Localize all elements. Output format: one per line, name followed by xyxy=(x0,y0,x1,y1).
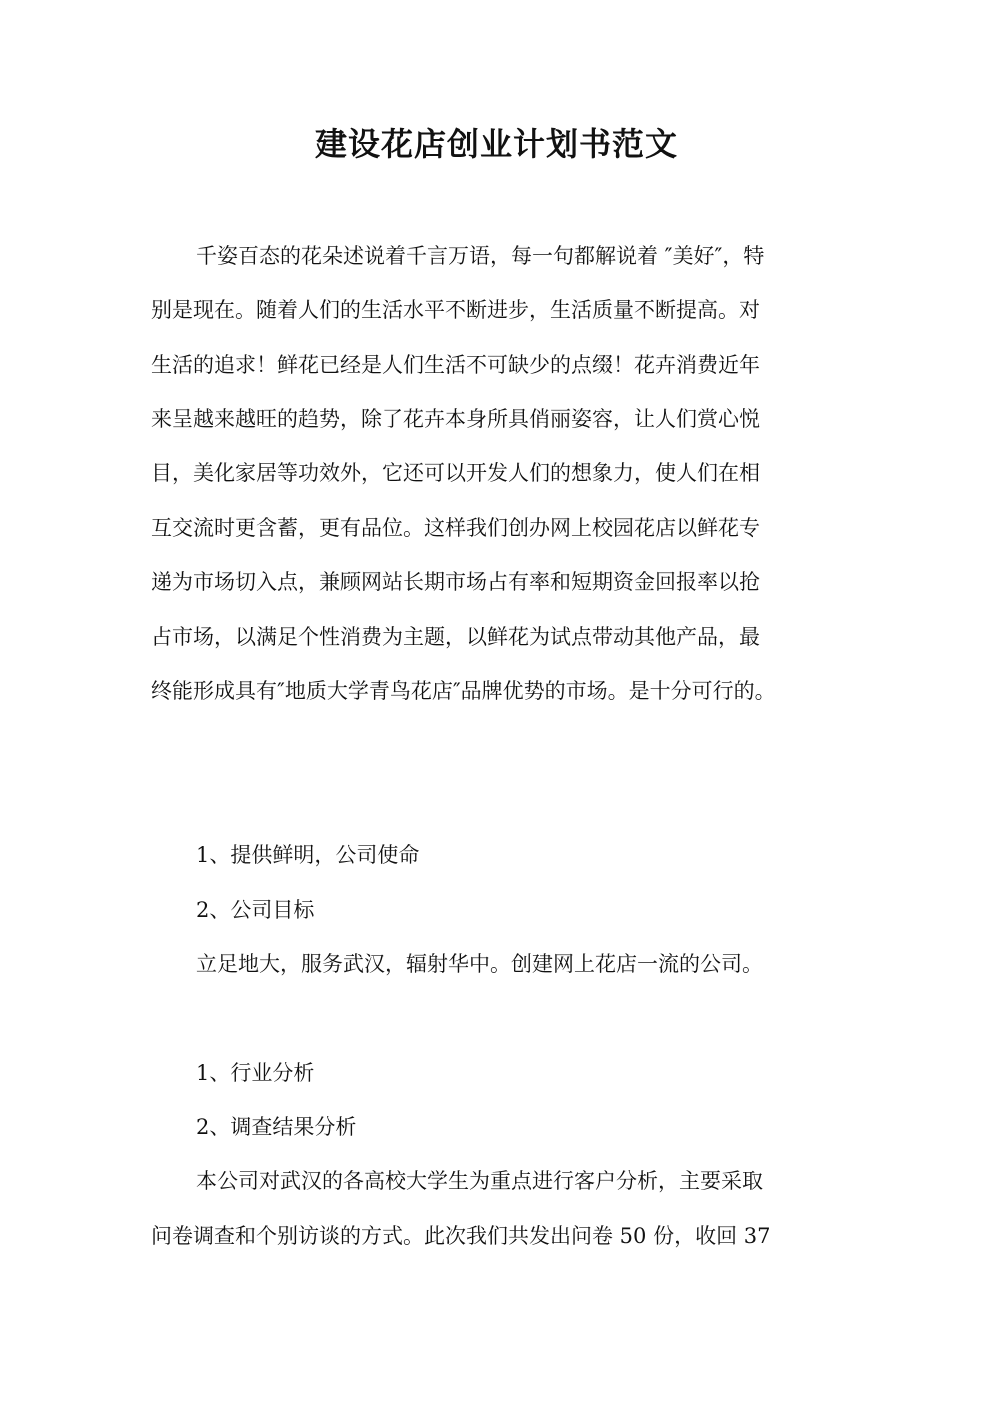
intro-line-1: 千姿百态的花朵述说着千言万语，每一句都解说着 ″美好″，特 xyxy=(196,244,765,268)
company-goal-text: 立足地大，服务武汉，辐射华中。创建网上花店一流的公司。 xyxy=(196,952,763,976)
intro-line-7: 递为市场切入点，兼顾网站长期市场占有率和短期资金回报率以抢 xyxy=(151,570,760,594)
intro-line-5: 目，美化家居等功效外，它还可以开发人们的想象力，使人们在相 xyxy=(151,461,760,485)
intro-line-8: 占市场，以满足个性消费为主题，以鲜花为试点带动其他产品，最 xyxy=(151,625,760,649)
intro-line-2: 别是现在。随着人们的生活水平不断进步，生活质量不断提高。对 xyxy=(151,298,760,322)
section2-item-2: 2、调查结果分析 xyxy=(196,1115,357,1139)
section2-item-1: 1、行业分析 xyxy=(196,1061,315,1085)
section1-item-1: 1、提供鲜明，公司使命 xyxy=(196,843,420,867)
intro-line-4: 来呈越来越旺的趋势，除了花卉本身所具俏丽姿容，让人们赏心悦 xyxy=(151,407,760,431)
document-title: 建设花店创业计划书范文 xyxy=(314,125,678,163)
intro-line-9: 终能形成具有″地质大学青鸟花店″品牌优势的市场。是十分可行的。 xyxy=(151,679,776,703)
section1-item-2: 2、公司目标 xyxy=(196,898,315,922)
survey-line-2: 问卷调查和个别访谈的方式。此次我们共发出问卷 50 份，收回 37 xyxy=(151,1224,771,1248)
survey-line-1: 本公司对武汉的各高校大学生为重点进行客户分析，主要采取 xyxy=(196,1169,763,1193)
intro-line-3: 生活的追求！鲜花已经是人们生活不可缺少的点缀！花卉消费近年 xyxy=(151,353,760,377)
intro-line-6: 互交流时更含蓄，更有品位。这样我们创办网上校园花店以鲜花专 xyxy=(151,516,760,540)
